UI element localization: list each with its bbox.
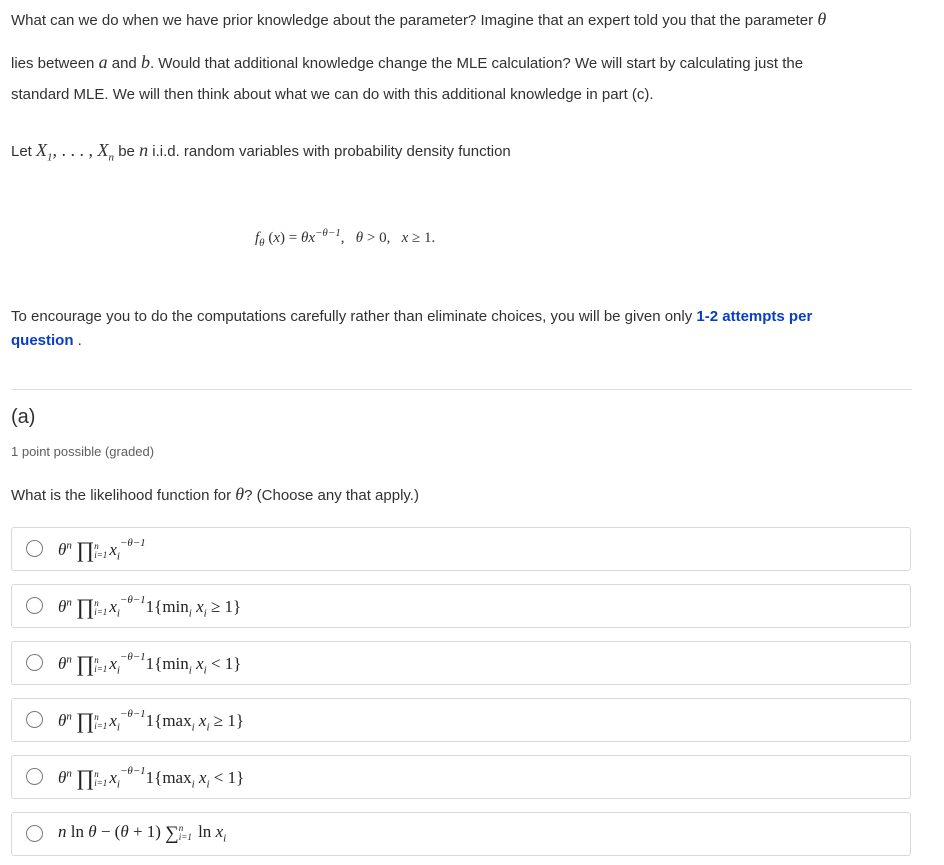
choice-label: $\theta^n$ ∏ n i=1 $x_i^{-\theta-1}1\{\max_i$ $x_i \ge 1$} xyxy=(58,708,245,734)
definition-line: Let $X_1$, . . . , $X_n$ be n i.i.d. random variables with probability density function xyxy=(11,140,511,164)
intro-line-3: standard MLE. We will then think about what we can do with this additional knowledge in part (c). xyxy=(11,86,654,103)
radio-button[interactable] xyxy=(26,711,43,728)
theta-symbol: θ xyxy=(817,9,827,29)
encourage-text-2: question . xyxy=(11,332,82,349)
intro-line-2: lies between a and b. Would that additional knowledge change the MLE calculation? We will start by calculating just the xyxy=(11,52,804,72)
radio-button[interactable] xyxy=(26,825,43,842)
choice-label: n ln θ − (θ + 1) ∑ n i=1 $\ln x_i$ xyxy=(58,822,227,845)
choice-1[interactable] xyxy=(11,527,911,571)
choice-4[interactable] xyxy=(11,698,911,742)
choice-label: $\theta^n$ ∏ n i=1 $x_i^{-\theta-1}$ xyxy=(58,537,146,563)
intro-line-1: What can we do when we have prior knowledge about the parameter? Imagine that an expert told you that the parameter θ xyxy=(11,9,827,29)
choice-5[interactable] xyxy=(11,755,911,799)
choice-6[interactable] xyxy=(11,812,911,856)
choice-2[interactable] xyxy=(11,584,911,628)
pdf-formula: $f_\theta$ $(x) = \theta x^{-\theta-1}$, θ > 0, x ≥ 1. xyxy=(255,227,436,249)
radio-button[interactable] xyxy=(26,768,43,785)
random-variables: $X_1$, . . . , $X_n$ xyxy=(36,140,115,164)
choice-label: $\theta^n$ ∏ n i=1 $x_i^{-\theta-1}1\{\min_i$ $x_i < 1$} xyxy=(58,651,242,677)
question-text: What is the likelihood function for θ? (Choose any that apply.) xyxy=(11,484,419,504)
radio-button[interactable] xyxy=(26,597,43,614)
encourage-text: To encourage you to do the computations carefully rather than eliminate choices, you will be given only 1-2 attempts per xyxy=(11,308,813,325)
section-divider xyxy=(11,389,912,390)
choice-3[interactable] xyxy=(11,641,911,685)
radio-button[interactable] xyxy=(26,540,43,557)
points-possible: 1 point possible (graded) xyxy=(11,444,155,459)
choice-label: $\theta^n$ ∏ n i=1 $x_i^{-\theta-1}1\{\max_i$ $x_i < 1$} xyxy=(58,765,245,791)
radio-button[interactable] xyxy=(26,654,43,671)
choice-label: $\theta^n$ ∏ n i=1 $x_i^{-\theta-1}1\{\min_i$ $x_i \ge 1$} xyxy=(58,594,242,620)
section-heading: (a) xyxy=(11,406,36,428)
